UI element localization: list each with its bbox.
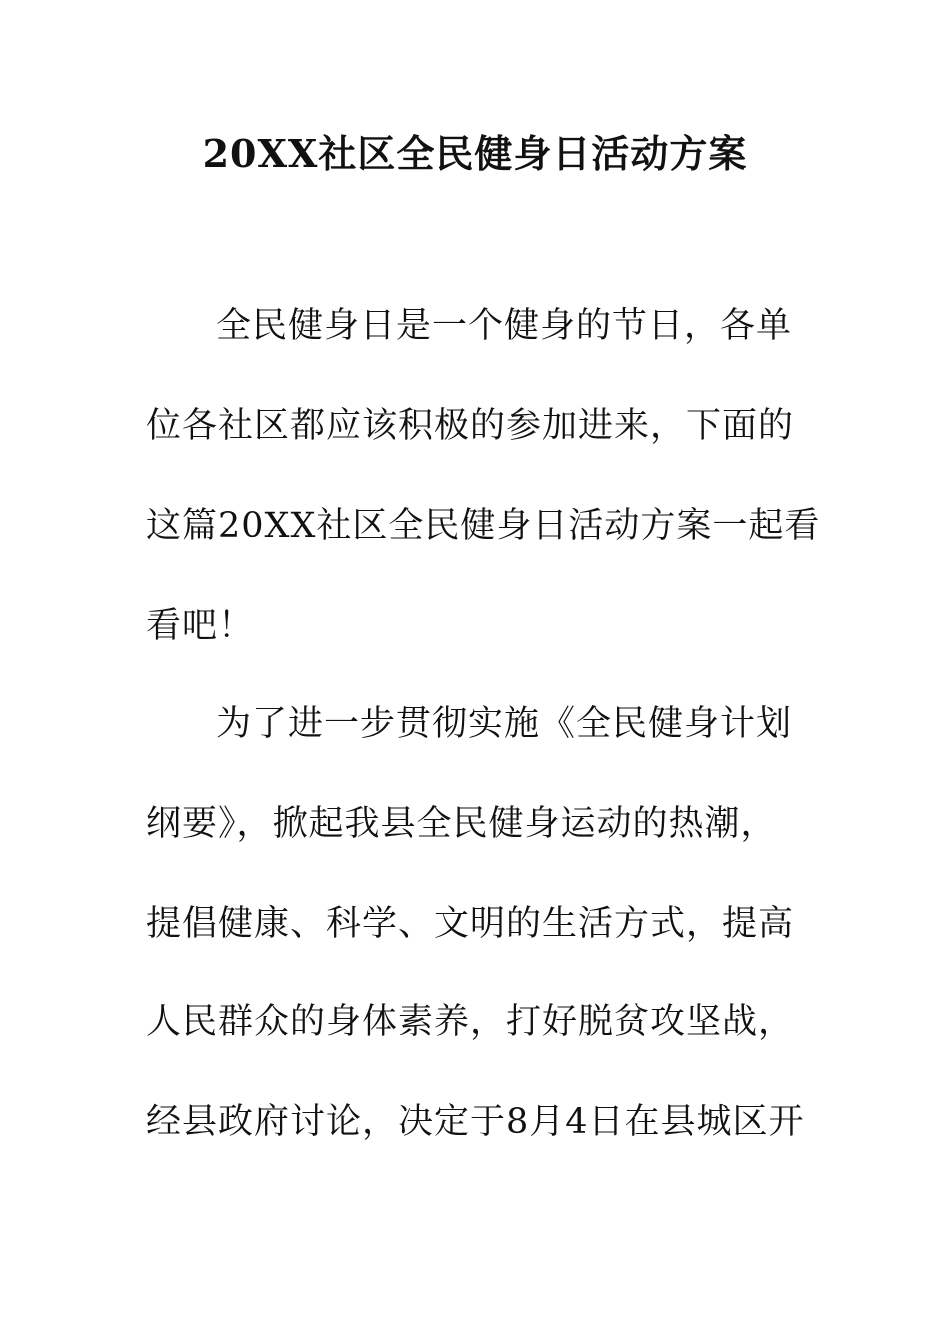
paragraph-2-line-3: 提倡健康、科学、文明的生活方式，提高 — [146, 904, 795, 944]
paragraph-2-line-4: 人民群众的身体素养，打好脱贫攻坚战， — [146, 1002, 795, 1042]
paragraph-2-line-1: 为了进一步贯彻实施《全民健身计划 — [216, 704, 793, 744]
paragraph-2-line-2: 纲要》，掀起我县全民健身运动的热潮， — [146, 804, 777, 844]
paragraph-1-line-3: 这篇20XX社区全民健身日活动方案一起看 — [146, 506, 821, 546]
paragraph-2-line-5: 经县政府讨论，决定于8月4日在县城区开 — [146, 1102, 805, 1142]
paragraph-1-line-1: 全民健身日是一个健身的节日，各单 — [216, 306, 793, 346]
paragraph-1-line-2: 位各社区都应该积极的参加进来，下面的 — [146, 406, 795, 446]
paragraph-1-line-4: 看吧！ — [146, 606, 255, 646]
document-title: 20XX社区全民健身日活动方案 — [202, 131, 748, 176]
